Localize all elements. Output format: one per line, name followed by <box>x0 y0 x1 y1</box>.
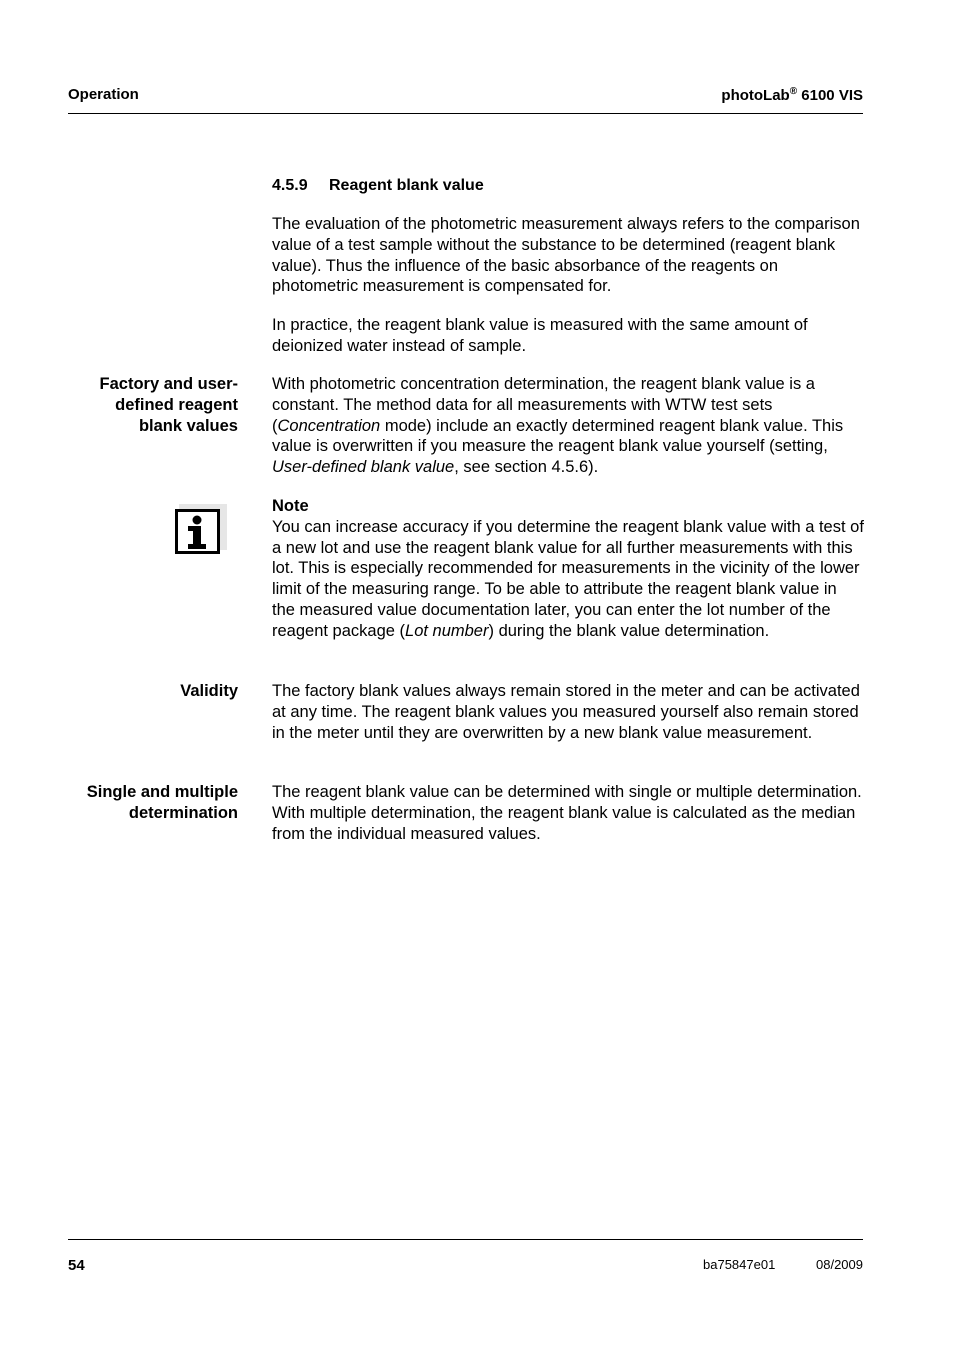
header-section-label: Operation <box>68 86 139 103</box>
product-name: photoLab <box>721 87 790 104</box>
intro-paragraph-1: The evaluation of the photometric measurement always refers to the comparison value of a test sample without the substance to be determined (reagent blank value). Thus the influence of the basic absorbance of the reagents on photometric measurement is compensated for. <box>272 215 860 296</box>
factory-text-part-c: , see section 4.5.6). <box>454 458 599 477</box>
document-id: ba75847e01 <box>703 1257 776 1272</box>
header-product <box>721 86 863 104</box>
document-date: 08/2009 <box>816 1257 863 1272</box>
header-rule <box>68 113 863 114</box>
note-text-part-b: ) during the blank value determination. <box>488 621 770 640</box>
factory-label-line-2: defined reagent <box>115 395 238 414</box>
determination-label-line-2: determination <box>128 803 238 822</box>
note-title: Note <box>272 497 309 515</box>
factory-text-part-a: With photometric concentration determination, the reagent blank value is a constant. The method data for all measurements with WTW test sets ( <box>272 375 815 435</box>
registered-mark: ® <box>789 86 798 97</box>
factory-blank-values-label <box>38 374 238 436</box>
factory-label-line-1: Factory and user- <box>99 375 238 393</box>
determination-label <box>38 782 238 824</box>
factory-text-part-b: mode) include an exactly determined reagent blank value. This value is overwritten if you measure the reagent blank value yourself (setting, <box>272 416 844 456</box>
lot-number-term: Lot number <box>405 621 489 640</box>
intro-paragraph-2: In practice, the reagent blank value is measured with the same amount of deionized water instead of sample. <box>272 316 808 355</box>
determination-label-line-1: Single and multiple <box>86 783 238 801</box>
info-icon <box>175 504 227 554</box>
validity-text: The factory blank values always remain stored in the meter and can be activated at any time. The reagent blank values you measured yourself also remain stored in the meter until they are overwritten by a new blank value measurement. <box>272 682 860 742</box>
section-heading <box>272 177 484 195</box>
info-icon-graphic <box>175 504 227 554</box>
determination-text: The reagent blank value can be determined with single or multiple determination. With multiple determination, the reagent blank value is calculated as the median from the individual measured values. <box>272 783 862 843</box>
note-block <box>272 496 864 642</box>
factory-label-line-3: blank values <box>138 416 238 435</box>
concentration-mode-term: Concentration <box>277 416 381 435</box>
product-model: 6100 VIS <box>801 87 863 104</box>
section-number: 4.5.9 <box>272 177 308 194</box>
footer-rule <box>68 1239 863 1240</box>
factory-blank-values-text <box>272 374 864 478</box>
page-number: 54 <box>68 1257 85 1274</box>
note-text-part-a: You can increase accuracy if you determine the reagent blank value with a test of a new lot and use the reagent blank value for all further measurements with this lot. This is especially recommended for measurements in the vicinity of the lower limit of the measuring range. To be able to attribute the reagent blank value in the measured value documentation later, you can enter the lot number of the reagent package ( <box>272 517 864 640</box>
section-title: Reagent blank value <box>329 177 484 194</box>
validity-label: Validity <box>180 682 238 700</box>
user-defined-blank-value-term: User-defined blank value <box>272 458 455 477</box>
